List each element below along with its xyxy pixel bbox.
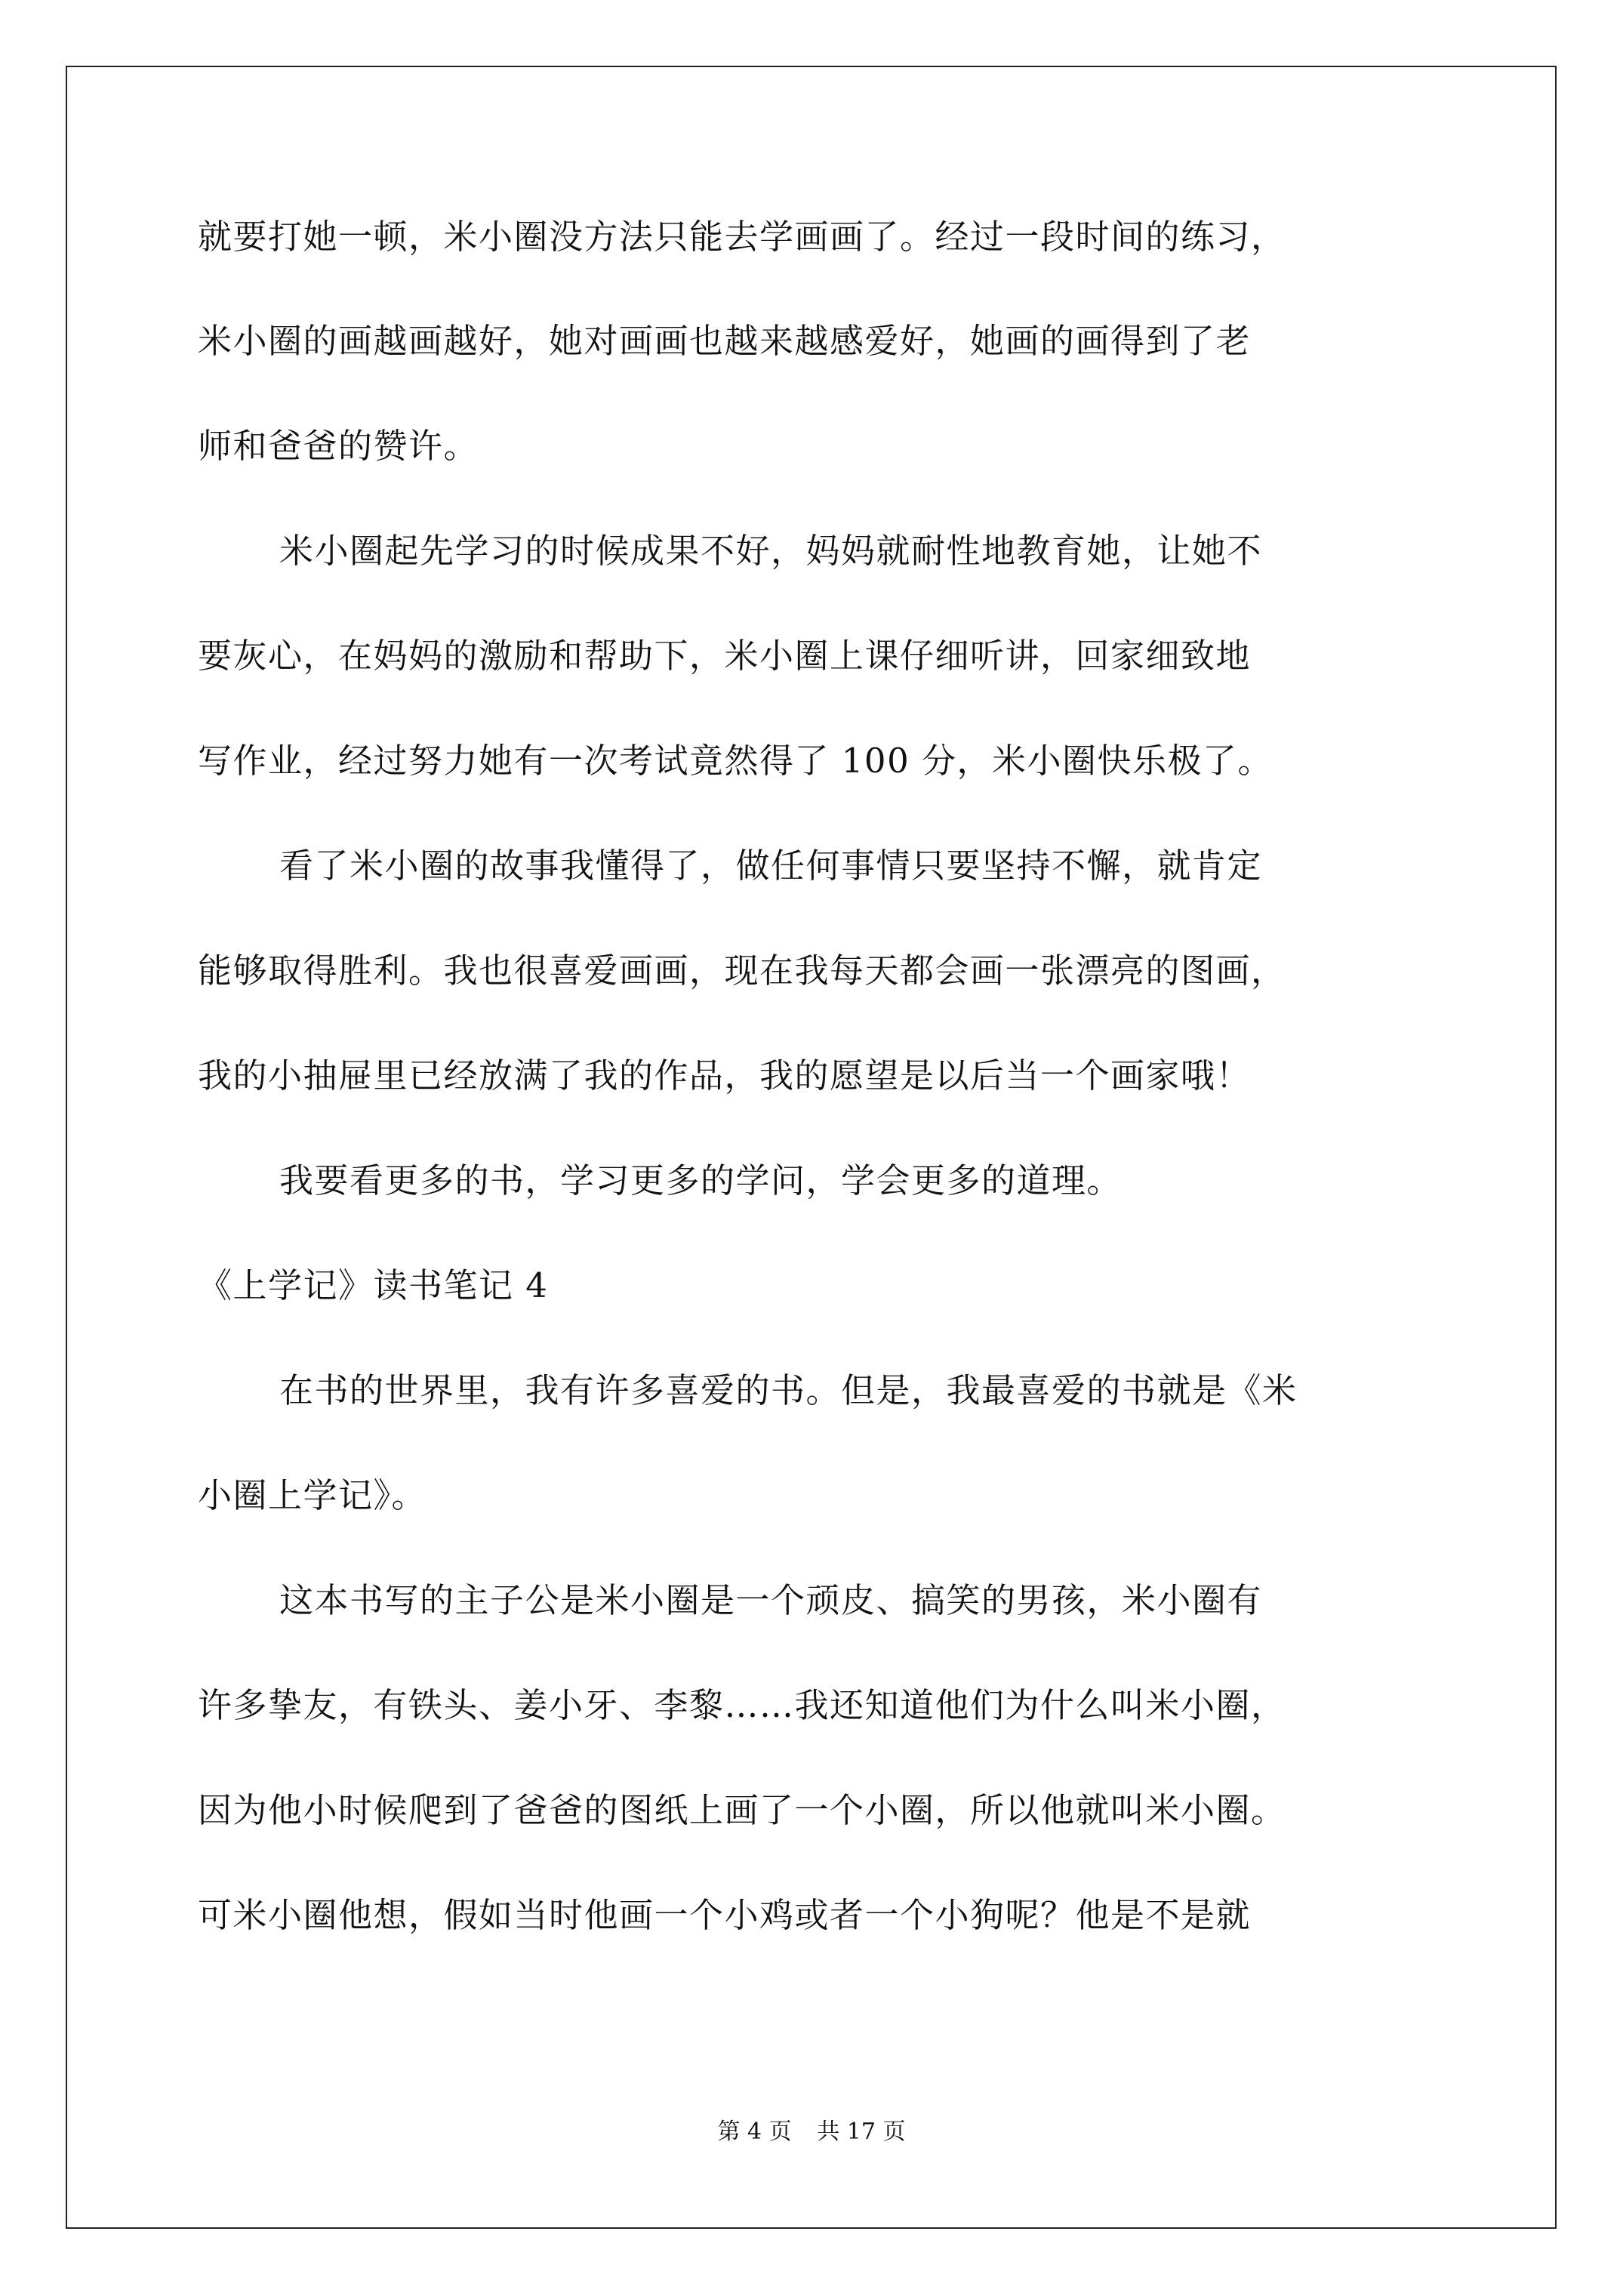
paragraph-line: 就要打她一顿，米小圈没方法只能去学画画了。经过一段时间的练习， [198, 217, 1286, 257]
paragraph-line: 米小圈的画越画越好，她对画画也越来越感爱好，她画的画得到了老 [198, 321, 1252, 361]
paragraph-line: 许多挚友，有铁头、姜小牙、李黎……我还知道他们为什么叫米小圈， [198, 1685, 1286, 1725]
page-total: 共 17 页 [817, 2119, 906, 2145]
paragraph-line: 米小圈起先学习的时候成果不好，妈妈就耐性地教育她，让她不 [279, 531, 1263, 571]
paragraph-line: 小圈上学记》。 [198, 1475, 427, 1515]
page-number: 第 4 页 [717, 2119, 792, 2145]
paragraph-line: 要灰心，在妈妈的激励和帮助下，米小圈上课仔细听讲，回家细致地 [198, 636, 1252, 676]
paragraph-line: 我要看更多的书，学习更多的学问，学会更多的道理。 [279, 1160, 1123, 1200]
paragraph-line: 可米小圈他想，假如当时他画一个小鸡或者一个小狗呢？他是不是就 [198, 1895, 1252, 1935]
paragraph-line: 我的小抽屉里已经放满了我的作品，我的愿望是以后当一个画家哦！ [198, 1056, 1252, 1096]
paragraph-line: 能够取得胜利。我也很喜爱画画，现在我每天都会画一张漂亮的图画， [198, 951, 1286, 991]
paragraph-line: 看了米小圈的故事我懂得了，做任何事情只要坚持不懈，就肯定 [279, 846, 1263, 886]
paragraph-line: 在书的世界里，我有许多喜爱的书。但是，我最喜爱的书就是《米 [279, 1370, 1298, 1410]
section-heading: 《上学记》读书笔记 4 [198, 1265, 549, 1305]
paragraph-line: 因为他小时候爬到了爸爸的图纸上画了一个小圈，所以他就叫米小圈。 [198, 1790, 1286, 1830]
paragraph-line: 师和爸爸的赞许。 [198, 426, 479, 466]
paragraph-line: 写作业，经过努力她有一次考试竟然得了 100 分，米小圈快乐极了。 [198, 741, 1273, 781]
page-footer [0, 2119, 1623, 2146]
paragraph-line: 这本书写的主子公是米小圈是一个顽皮、搞笑的男孩，米小圈有 [279, 1580, 1263, 1620]
